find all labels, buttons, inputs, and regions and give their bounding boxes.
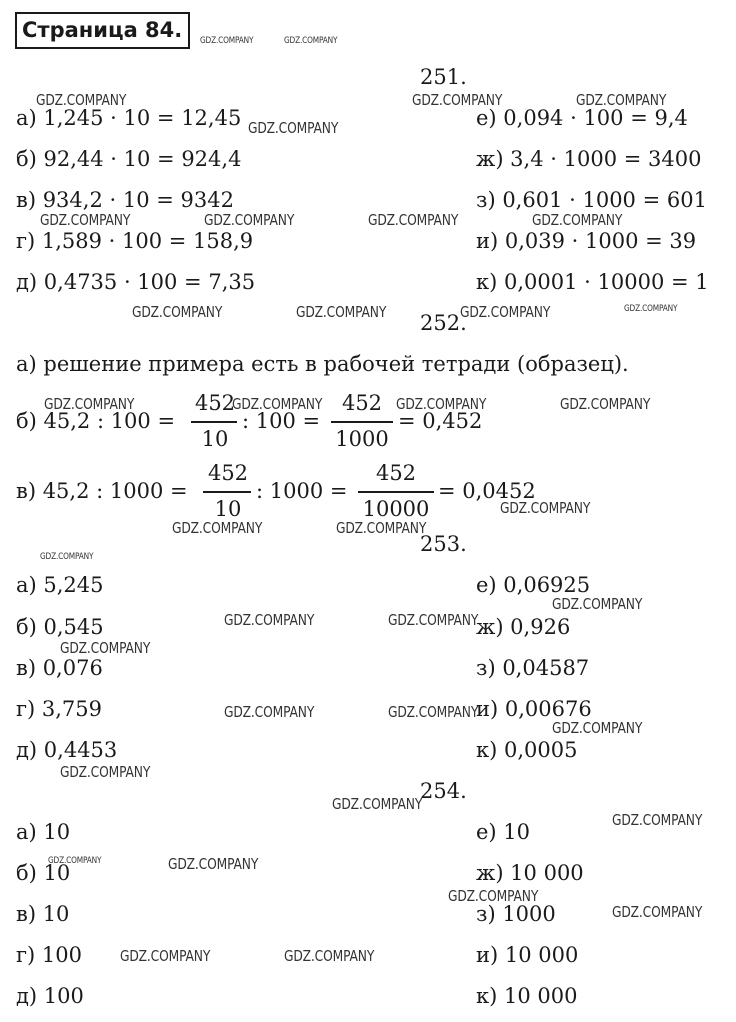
answer-line: к) 0,0001 · 10000 = 1 — [476, 270, 709, 294]
watermark: GDZ.COMPANY — [500, 499, 591, 517]
answer-line: к) 0,0005 — [476, 738, 578, 762]
fraction-bar — [358, 491, 434, 493]
answer-line: и) 10 000 — [476, 943, 579, 967]
watermark: GDZ.COMPANY — [388, 703, 479, 721]
answer-line: з) 1000 — [476, 902, 556, 926]
watermark: GDZ.COMPANY — [168, 855, 259, 873]
watermark: GDZ.COMPANY — [612, 811, 703, 829]
answer-line: д) 100 — [16, 984, 84, 1008]
fraction-bar — [331, 421, 393, 423]
watermark: GDZ.COMPANY — [224, 611, 315, 629]
watermark: GDZ.COMPANY — [40, 552, 94, 562]
fraction-denominator: 10000 — [362, 497, 430, 521]
watermark: GDZ.COMPANY — [232, 395, 323, 413]
problem-number-251: 251. — [420, 65, 467, 89]
fraction-denominator: 10 — [201, 427, 229, 451]
watermark: GDZ.COMPANY — [204, 211, 295, 229]
equation-result: = 0,0452 — [438, 479, 536, 503]
watermark: GDZ.COMPANY — [172, 519, 263, 537]
answer-line: г) 3,759 — [16, 697, 102, 721]
watermark: GDZ.COMPANY — [448, 887, 539, 905]
watermark: GDZ.COMPANY — [284, 36, 338, 46]
watermark: GDZ.COMPANY — [60, 763, 151, 781]
watermark: GDZ.COMPANY — [248, 119, 339, 137]
fraction-numerator: 452 — [194, 391, 236, 415]
answer-line: в) 0,076 — [16, 656, 103, 680]
answer-line: ж) 0,926 — [476, 615, 571, 639]
fraction-denominator: 1000 — [335, 427, 389, 451]
watermark: GDZ.COMPANY — [36, 91, 127, 109]
watermark: GDZ.COMPANY — [60, 639, 151, 657]
equation-lead: б) 45,2 : 100 = — [16, 409, 176, 433]
watermark: GDZ.COMPANY — [44, 395, 135, 413]
answer-line: а) решение примера есть в рабочей тетради (образец). — [16, 352, 629, 376]
watermark: GDZ.COMPANY — [532, 211, 623, 229]
fraction-numerator: 452 — [375, 461, 417, 485]
answer-line: а) 1,245 · 10 = 12,45 — [16, 106, 242, 130]
problem-number-252: 252. — [420, 311, 467, 335]
watermark: GDZ.COMPANY — [624, 304, 678, 314]
watermark: GDZ.COMPANY — [296, 303, 387, 321]
answer-line: и) 0,00676 — [476, 697, 592, 721]
watermark: GDZ.COMPANY — [284, 947, 375, 965]
fraction-bar — [191, 421, 237, 423]
watermark: GDZ.COMPANY — [552, 719, 643, 737]
watermark: GDZ.COMPANY — [336, 519, 427, 537]
answer-line: б) 10 — [16, 861, 71, 885]
problem-number-254: 254. — [420, 779, 467, 803]
watermark: GDZ.COMPANY — [224, 703, 315, 721]
watermark: GDZ.COMPANY — [412, 91, 503, 109]
problem-number-253: 253. — [420, 532, 467, 556]
watermark: GDZ.COMPANY — [120, 947, 211, 965]
equation-result: = 0,452 — [398, 409, 483, 433]
answer-line: ж) 10 000 — [476, 861, 584, 885]
answer-line: з) 0,601 · 1000 = 601 — [476, 188, 707, 212]
equation-middle: : 100 = — [242, 409, 321, 433]
page-title: Страница 84. — [15, 12, 190, 49]
answer-line: г) 1,589 · 100 = 158,9 — [16, 229, 254, 253]
watermark: GDZ.COMPANY — [576, 91, 667, 109]
answer-line: к) 10 000 — [476, 984, 578, 1008]
watermark: GDZ.COMPANY — [200, 36, 254, 46]
answer-line: и) 0,039 · 1000 = 39 — [476, 229, 697, 253]
answer-line: б) 0,545 — [16, 615, 104, 639]
watermark: GDZ.COMPANY — [552, 595, 643, 613]
answer-line: з) 0,04587 — [476, 656, 590, 680]
fraction-denominator: 10 — [214, 497, 242, 521]
fraction-numerator: 452 — [207, 461, 249, 485]
fraction-numerator: 452 — [341, 391, 383, 415]
equation-lead: в) 45,2 : 1000 = — [16, 479, 188, 503]
watermark: GDZ.COMPANY — [132, 303, 223, 321]
watermark: GDZ.COMPANY — [332, 795, 423, 813]
answer-line: в) 934,2 · 10 = 9342 — [16, 188, 234, 212]
answer-line: е) 10 — [476, 820, 531, 844]
answer-line: б) 92,44 · 10 = 924,4 — [16, 147, 242, 171]
answer-line: а) 10 — [16, 820, 71, 844]
fraction-bar — [203, 491, 251, 493]
equation-middle: : 1000 = — [256, 479, 348, 503]
watermark: GDZ.COMPANY — [368, 211, 459, 229]
answer-line: ж) 3,4 · 1000 = 3400 — [476, 147, 702, 171]
answer-line: в) 10 — [16, 902, 70, 926]
watermark: GDZ.COMPANY — [460, 303, 551, 321]
answer-line: а) 5,245 — [16, 573, 104, 597]
watermark: GDZ.COMPANY — [560, 395, 651, 413]
answer-line: г) 100 — [16, 943, 82, 967]
answer-line: д) 0,4453 — [16, 738, 118, 762]
watermark: GDZ.COMPANY — [40, 211, 131, 229]
answer-line: е) 0,094 · 100 = 9,4 — [476, 106, 688, 130]
answer-line: д) 0,4735 · 100 = 7,35 — [16, 270, 256, 294]
watermark: GDZ.COMPANY — [612, 903, 703, 921]
watermark: GDZ.COMPANY — [396, 395, 487, 413]
watermark: GDZ.COMPANY — [48, 856, 102, 866]
watermark: GDZ.COMPANY — [388, 611, 479, 629]
answer-line: е) 0,06925 — [476, 573, 591, 597]
